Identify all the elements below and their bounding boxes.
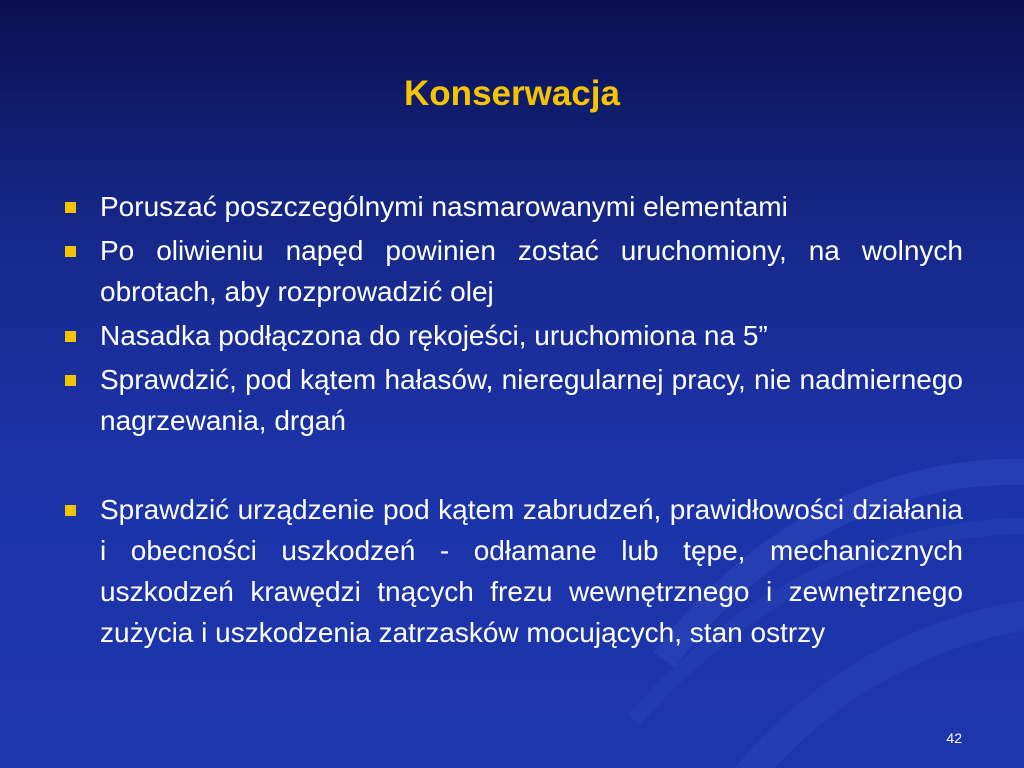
- square-bullet-icon: [65, 505, 76, 516]
- square-bullet-icon: [65, 246, 76, 257]
- bullet-text: Poruszać poszczególnymi nasmarowanymi elementami: [100, 191, 788, 222]
- bullet-text: Sprawdzić urządzenie pod kątem zabrudzeń, prawidłowości działania i obecności uszkodzeń - odłamane lub tępe, mechanicznych uszkodzeń krawędzi tnących frezu wewnętrznego i zewnętrznego zużycia i uszkodzenia zatrzasków mocujących, stan ostrzy: [100, 494, 963, 648]
- bullet-item: [60, 230, 963, 312]
- slide-title: Konserwacja: [404, 74, 620, 113]
- square-bullet-icon: [65, 202, 76, 213]
- bullet-item: [60, 315, 963, 356]
- square-bullet-icon: [65, 331, 76, 342]
- square-bullet-icon: [65, 375, 76, 386]
- page-number: 42: [946, 730, 962, 746]
- bullet-text: Sprawdzić, pod kątem hałasów, nieregularnej pracy, nie nadmiernego nagrzewania, drgań: [100, 364, 963, 436]
- bullet-item: [60, 186, 963, 227]
- bullet-item: [60, 489, 963, 653]
- bullet-item: [60, 359, 963, 441]
- bullet-list: [60, 186, 963, 656]
- bullet-text: Nasadka podłączona do rękojeści, uruchomiona na 5”: [100, 320, 768, 351]
- bullet-text: Po oliwieniu napęd powinien zostać uruchomiony, na wolnych obrotach, aby rozprowadzić olej: [100, 235, 963, 307]
